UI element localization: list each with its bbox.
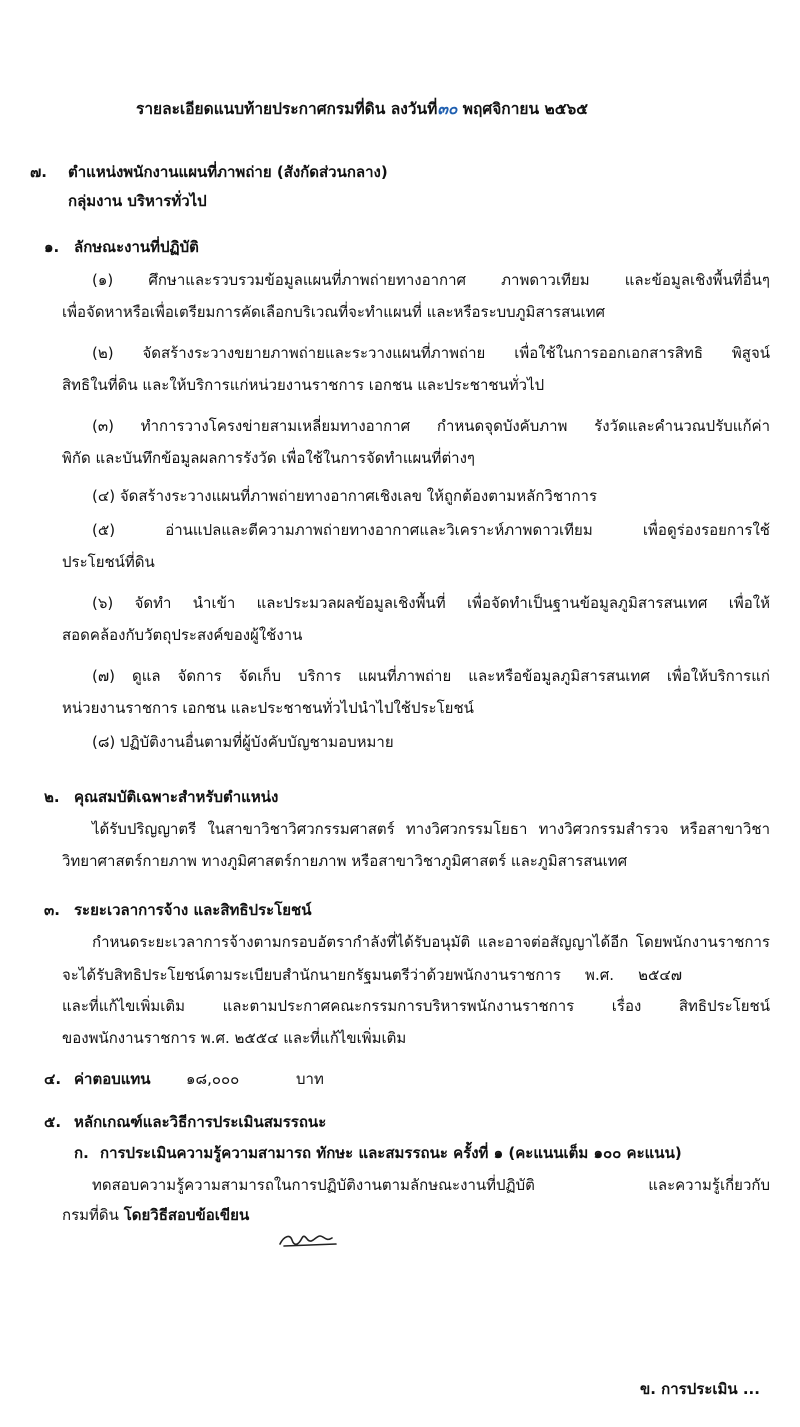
duty-line: หน่วยงานราชการ เอกชน และประชาชนทั่วไปนำไปใช้ประโยชน์ <box>62 699 474 717</box>
duty-line: สอดคล้องกับวัตถุประสงค์ของผู้ใช้งาน <box>62 626 303 644</box>
section-3-title: ระยะเวลาการจ้าง และสิทธิประโยชน์ <box>74 901 312 919</box>
qualification-line: ได้รับปริญญาตรี ในสาขาวิชาวิศวกรรมศาสตร์ ทางวิศวกรรมโยธา ทางวิศวกรรมสำรวจ หรือสาขาวิชา <box>92 820 770 838</box>
position-title: ตำแหน่งพนักงานแผนที่ภาพถ่าย (สังกัดส่วนกลาง) <box>68 163 388 181</box>
continued-note: ข. การประเมิน ... <box>640 1380 760 1398</box>
duty-line: ประโยชน์ที่ดิน <box>62 553 155 571</box>
duty-line: (๓) ทำการวางโครงข่ายสามเหลี่ยมทางอากาศ กำหนดจุดบังคับภาพ รังวัดและคำนวณปรับแก้ค่า <box>92 417 770 435</box>
duty-line: (๗) ดูแล จัดการ จัดเก็บ บริการ แผนที่ภาพถ่าย และหรือข้อมูลภูมิสารสนเทศ เพื่อให้บริการแก่ <box>92 667 770 685</box>
duty-line: พิกัด และบันทึกข้อมูลผลการรังวัด เพื่อใช้ในการจัดทำแผนที่ต่างๆ <box>62 449 475 467</box>
duty-line: (๑) ศึกษาและรวบรวมข้อมูลแผนที่ภาพถ่ายทางอากาศ ภาพดาวเทียม และข้อมูลเชิงพื้นที่อื่นๆ <box>92 271 770 289</box>
position-number: ๗. <box>30 163 47 181</box>
benefits-line: ของพนักงานราชการ พ.ศ. ๒๕๕๔ และที่แก้ไขเพิ่มเติม <box>62 1029 407 1047</box>
section-4-number: ๔. <box>44 1070 62 1088</box>
duty-line: เพื่อจัดหาหรือเพื่อเตรียมการคัดเลือกบริเวณที่จะทำแผนที่ และหรือระบบภูมิสารสนเทศ <box>62 303 606 321</box>
assessment-line: ทดสอบความรู้ความสามารถในการปฏิบัติงานตามลักษณะงานที่ปฏิบัติ และความรู้เกี่ยวกับ <box>92 1176 770 1194</box>
subsection-label: ก. <box>74 1144 89 1162</box>
qualification-line: วิทยาศาสตร์กายภาพ ทางภูมิศาสตร์กายภาพ หรือสาขาวิชาภูมิศาสตร์ และภูมิสารสนเทศ <box>62 852 628 870</box>
section-5-number: ๕. <box>44 1113 62 1131</box>
duty-line: (๒) จัดสร้างระวางขยายภาพถ่ายและระวางแผนที่ภาพถ่าย เพื่อใช้ในการออกเอกสารสิทธิ พิสูจน์ <box>92 344 770 362</box>
duty-line: สิทธิในที่ดิน และให้บริการแก่หน่วยงานราชการ เอกชน และประชาชนทั่วไป <box>62 376 545 394</box>
benefits-line: กำหนดระยะเวลาการจ้างตามกรอบอัตรากำลังที่ได้รับอนุมัติ และอาจต่อสัญญาได้อีก โดยพนักงานราชการ <box>92 933 770 951</box>
assessment-line-2: กรมที่ดิน โดยวิธีสอบข้อเขียน <box>62 1206 250 1224</box>
handwritten-day: ๓๐ <box>437 100 458 118</box>
subsection-title: การประเมินความรู้ความสามารถ ทักษะ และสมรรถนะ ครั้งที่ ๑ (คะแนนเต็ม ๑๐๐ คะแนน) <box>100 1144 682 1162</box>
salary-amount: ๑๘,๐๐๐ <box>186 1070 240 1088</box>
duty-line: (๘) ปฏิบัติงานอื่นตามที่ผู้บังคับบัญชามอบหมาย <box>92 733 394 751</box>
section-1-title: ลักษณะงานที่ปฏิบัติ <box>74 238 199 256</box>
section-1-number: ๑. <box>44 238 60 256</box>
benefits-line: จะได้รับสิทธิประโยชน์ตามระเบียบสำนักนายกรัฐมนตรีว่าด้วยพนักงานราชการ พ.ศ. ๒๕๔๗ <box>62 966 682 984</box>
salary-unit: บาท <box>296 1070 324 1088</box>
section-4-title: ค่าตอบแทน <box>74 1070 151 1088</box>
document-title: รายละเอียดแนบท้ายประกาศกรมที่ดิน ลงวันที่๓๐ พฤศจิกายน ๒๕๖๕ <box>136 100 588 118</box>
benefits-line: และที่แก้ไขเพิ่มเติม และตามประกาศคณะกรรมการบริหารพนักงานราชการ เรื่อง สิทธิประโยชน์ <box>62 997 770 1015</box>
section-2-title: คุณสมบัติเฉพาะสำหรับตำแหน่ง <box>74 788 279 806</box>
initials-signature <box>276 1224 340 1250</box>
duty-line: (๖) จัดทำ นำเข้า และประมวลผลข้อมูลเชิงพื้นที่ เพื่อจัดทำเป็นฐานข้อมูลภูมิสารสนเทศ เพื่อให้ <box>92 594 770 612</box>
work-group: กลุ่มงาน บริหารทั่วไป <box>68 192 207 210</box>
duty-line: (๔) จัดสร้างระวางแผนที่ภาพถ่ายทางอากาศเชิงเลข ให้ถูกต้องตามหลักวิชาการ <box>92 487 598 505</box>
section-3-number: ๓. <box>44 901 60 919</box>
section-5-title: หลักเกณฑ์และวิธีการประเมินสมรรถนะ <box>74 1113 327 1131</box>
section-2-number: ๒. <box>44 788 60 806</box>
duty-line: (๕) อ่านแปลและตีความภาพถ่ายทางอากาศและวิเคราะห์ภาพดาวเทียม เพื่อดูร่องรอยการใช้ <box>92 521 770 539</box>
